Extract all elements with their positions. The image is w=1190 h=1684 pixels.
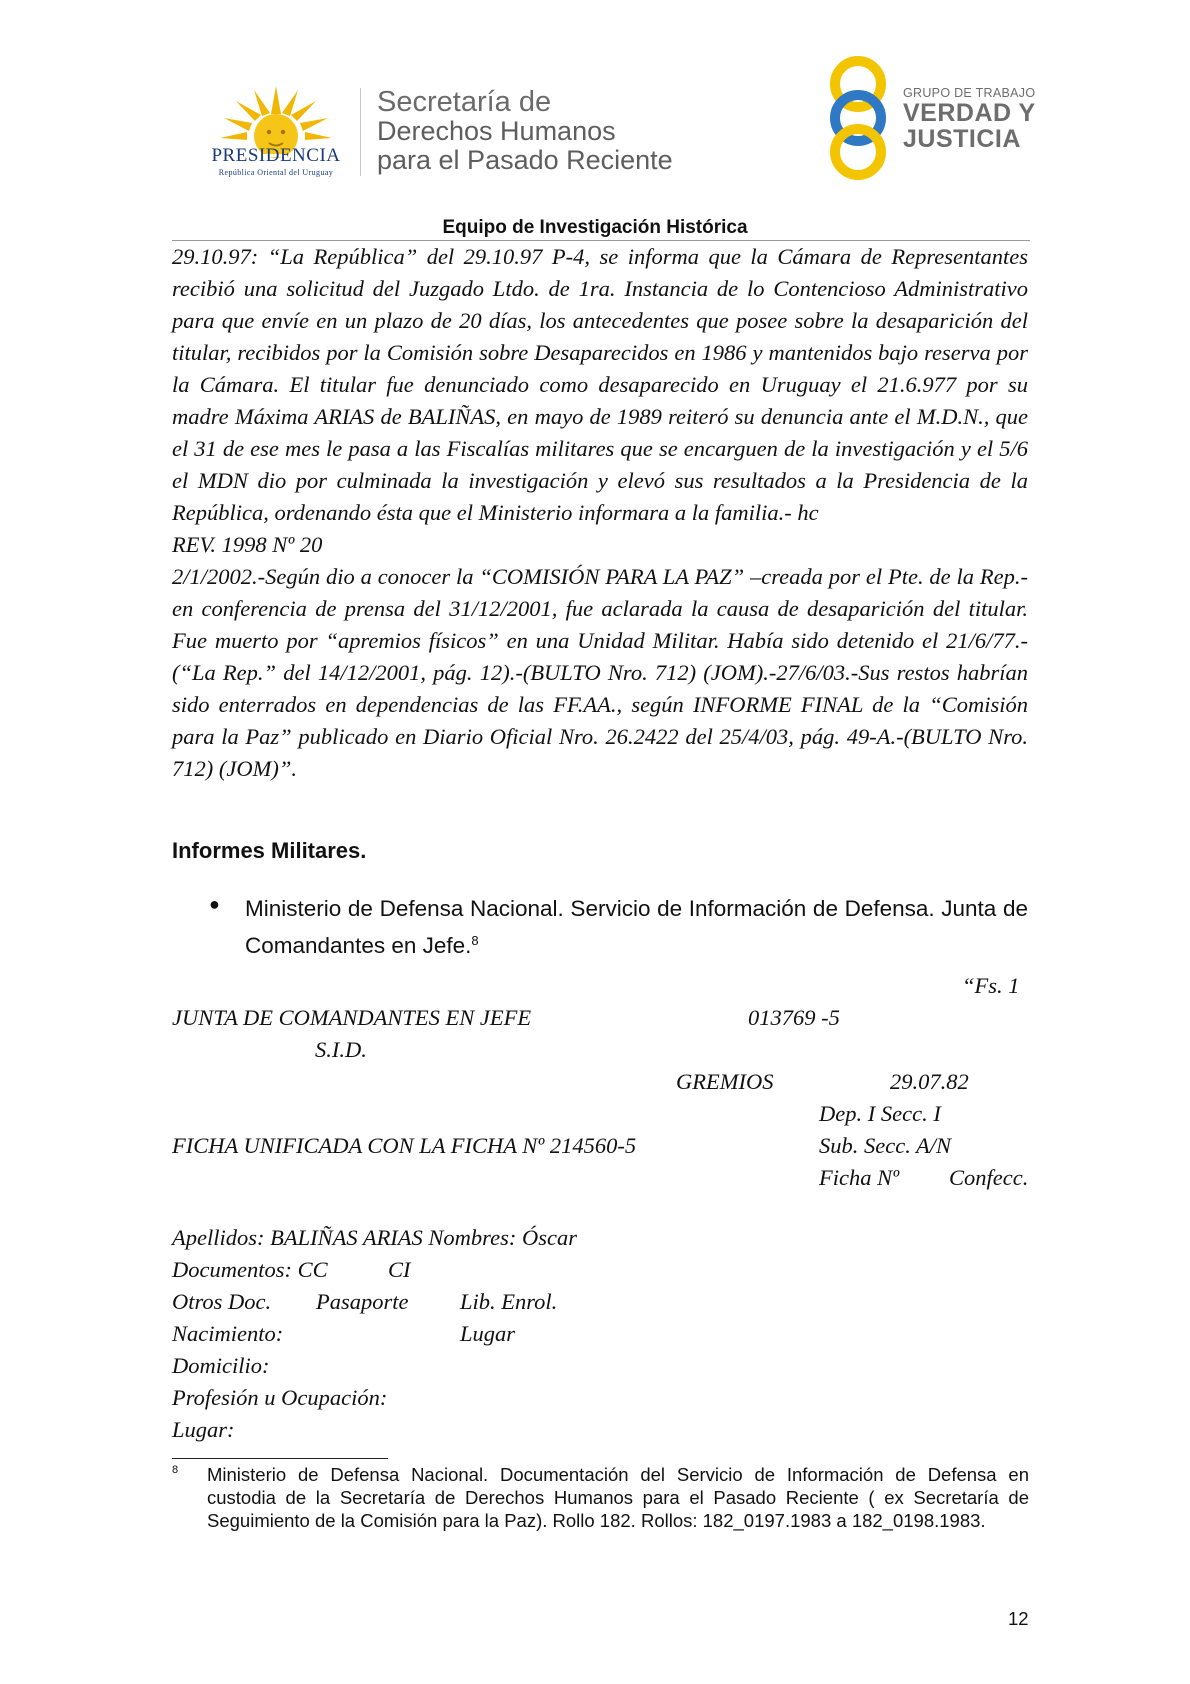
team-title: Equipo de Investigación Histórica	[442, 217, 748, 238]
presidencia-subtitle: República Oriental del Uruguay	[218, 168, 334, 177]
vyj-line3: JUSTICIA	[903, 125, 1021, 153]
presidencia-name: PRESIDENCIA	[211, 145, 341, 166]
otros-doc-field: Otros Doc.	[172, 1289, 272, 1314]
page-number: 12	[1008, 1608, 1029, 1629]
bullet-text: Ministerio de Defensa Nacional. Servicio de Información de Defensa. Junta de Comandantes en Jefe.	[245, 896, 1028, 958]
vyj-line1: GRUPO DE TRABAJO	[903, 86, 1036, 100]
footnote-reference: 8	[471, 933, 479, 948]
bullet-icon: ●	[209, 894, 220, 914]
presidencia-wordmark	[196, 145, 356, 177]
header-divider	[360, 88, 361, 176]
nacimiento-field: Nacimiento:	[172, 1321, 284, 1346]
sid-label: S.I.D.	[315, 1037, 367, 1062]
domicilio-field: Domicilio:	[172, 1353, 270, 1378]
confecc-label: Confecc.	[949, 1165, 1029, 1190]
subsection-label: Sub. Secc. A/N	[819, 1133, 952, 1158]
footnote-text: Ministerio de Defensa Nacional. Documentación del Servicio de Información de Defensa en custodia de la Secretaría de Derechos Humanos para el Pasado Reciente ( ex Secretaría de Seguimiento de la Comisión para la Paz). Rollo 182. Rollos: 182_0197.1983 a 182_0198.1983.	[207, 1464, 1029, 1531]
ficha-number-label: Ficha Nº	[819, 1165, 900, 1190]
paragraph-1997: 29.10.97: “La República” del 29.10.97 P-4, se informa que la Cámara de Representantes recibió una solicitud del Juzgado Ltdo. de 1ra. Instancia de lo Contencioso Administrativo para que envíe en un plazo de 20 días, los antecedentes que posee sobre la desaparición del titular, recibidos por la Comisión sobre Desaparecidos en 1986 y mantenidos bajo reserva por la Cámara. El titular fue denunciado como desaparecido en Uruguay el 21.6.977 por su madre Máxima ARIAS de BALIÑAS, en mayo de 1989 reiteró su denuncia ante el M.D.N., que el 31 de ese mes le pasa a las Fiscalías militares que se encarguen de la investigación y el 5/6 el MDN dio por culminada la investigación y elevó sus resultados a la Presidencia de la República, ordenando ésta que el Ministerio informara a la familia.- hc	[172, 244, 1028, 525]
department-label: Dep. I Secc. I	[819, 1101, 941, 1126]
record-code: 013769 -5	[748, 1005, 840, 1030]
junta-label: JUNTA DE COMANDANTES EN JEFE	[172, 1005, 532, 1030]
apellidos-field: Apellidos: BALIÑAS ARIAS Nombres: Óscar	[172, 1225, 577, 1250]
vyj-line2: VERDAD Y	[903, 99, 1036, 127]
secretaria-line2: Derechos Humanos	[377, 116, 616, 146]
main-text	[172, 241, 1028, 785]
ficha-unificada: FICHA UNIFICADA CON LA FICHA Nº 214560-5	[172, 1133, 637, 1158]
ci-field: CI	[388, 1257, 411, 1282]
lib-enrol-field: Lib. Enrol.	[460, 1289, 558, 1314]
lugar-nacimiento-field: Lugar	[460, 1321, 516, 1346]
secretaria-wordmark	[377, 88, 673, 175]
record-date: 29.07.82	[890, 1069, 969, 1094]
gremios-label: GREMIOS	[676, 1069, 774, 1094]
interlocking-rings-icon	[823, 56, 893, 180]
profesion-field: Profesión u Ocupación:	[172, 1385, 388, 1410]
bullet-item	[245, 893, 1028, 962]
footnote-number: 8	[172, 1464, 179, 1476]
section-heading: Informes Militares.	[172, 838, 367, 863]
pasaporte-field: Pasaporte	[316, 1289, 409, 1314]
paragraph-2002: 2/1/2002.-Según dio a conocer la “COMISIÓN PARA LA PAZ” –creada por el Pte. de la Rep.- en conferencia de prensa del 31/12/2001, fue aclarada la causa de desaparición del titular. Fue muerto por “apremios físicos” en una Unidad Militar. Había sido detenido el 21/6/77.-(“La Rep.” del 14/12/2001, pág. 12).-(BULTO Nro. 712) (JOM).-27/6/03.-Sus restos habrían sido enterrados en dependencias de las FF.AA., según INFORME FINAL de la “Comisión para la Paz” publicado en Diario Oficial Nro. 26.2422 del 25/4/03, pág. 49-A.-(BULTO Nro. 712) (JOM)”.	[172, 564, 1028, 781]
documentos-field: Documentos: CC	[172, 1257, 328, 1282]
verdad-justicia-wordmark	[903, 86, 1036, 152]
folio-label: “Fs. 1	[962, 973, 1020, 998]
rev-line: REV. 1998 Nº 20	[172, 532, 323, 557]
secretaria-line1: Secretaría de	[377, 86, 552, 118]
secretaria-line3: para el Pasado Reciente	[377, 145, 673, 175]
lugar-field: Lugar:	[172, 1417, 235, 1442]
footnote-rule	[172, 1458, 388, 1459]
